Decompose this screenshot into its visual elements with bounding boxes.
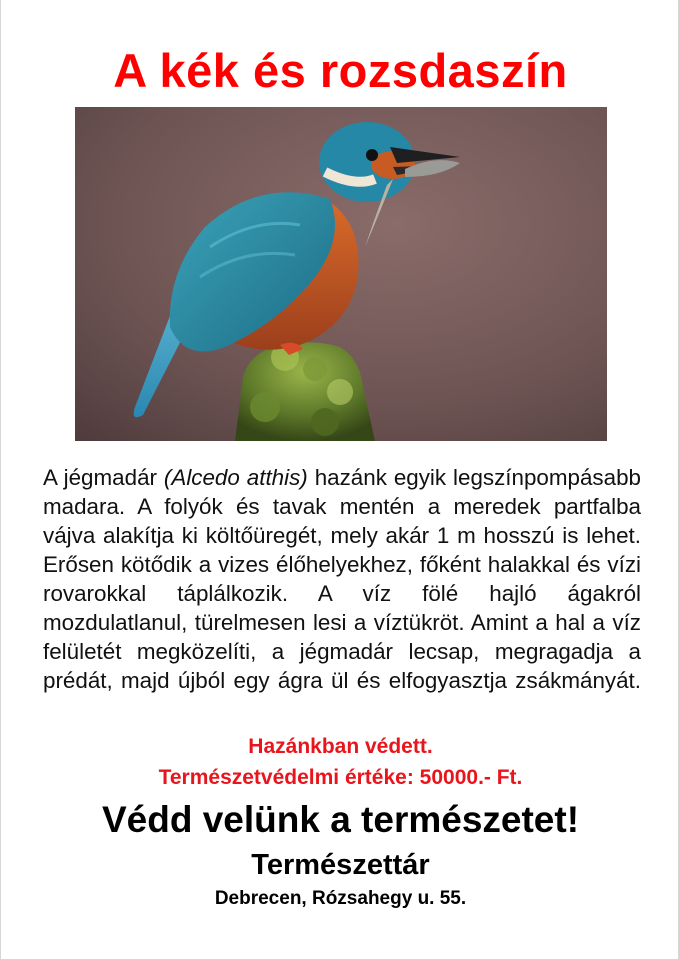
latin-name: (Alcedo atthis) (163, 465, 308, 490)
description-paragraph (43, 463, 641, 695)
poster-title: A kék és rozsdaszín (113, 44, 568, 97)
protection-value: Természetvédelmi értéke: 50000.- Ft. (158, 766, 523, 789)
description-intro: A jégmadár (43, 465, 157, 490)
organization-address: Debrecen, Rózsahegy u. 55. (214, 888, 467, 909)
protection-status: Hazánkban védett. (248, 735, 433, 758)
kingfisher-photo (75, 107, 607, 441)
slogan: Védd velünk a természetet! (101, 799, 580, 840)
description-text: hazánk egyik legszínpompásabb madara. A folyók és tavak mentén a meredek partfalba vájva alakítja ki költőüregét, mely akár 1 m hosszú is lehet. Erősen kötődik a vizes élőhelyekhez, főként halakkal és vízi rovarokkal táplálkozik. A víz fölé hajló ágakról mozdulatlanul, türelmesen lesi a víztükröt. Amint a hal a víz felületét megközelíti, a jégmadár lecsap, megragadja a prédát, majd újból egy ágra ül és elfogyasztja zsákmányát. (43, 465, 641, 693)
organization-name: Természettár (251, 849, 430, 881)
